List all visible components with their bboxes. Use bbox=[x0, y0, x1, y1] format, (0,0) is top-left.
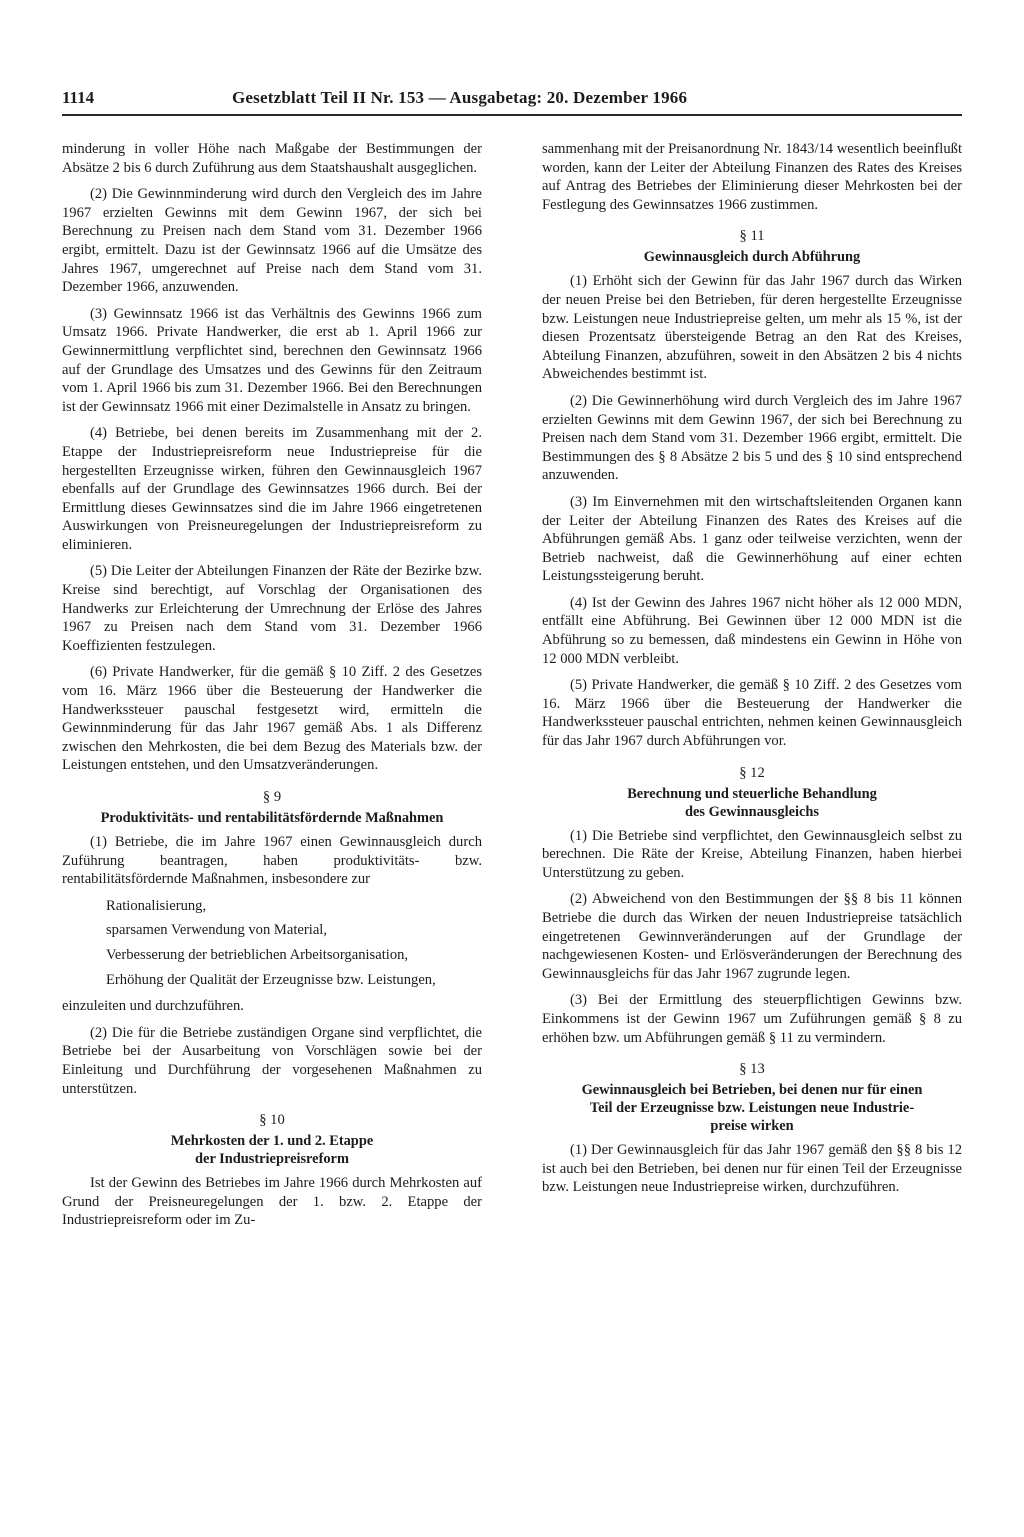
paragraph: (1) Betriebe, die im Jahre 1967 einen Gewinnausgleich durch Zuführung beantragen, haben produktivitäts- bzw. rentabilitätsfördernde Maßnahmen, insbesondere zur bbox=[62, 834, 482, 888]
paragraph: Ist der Gewinn des Betriebes im Jahre 1966 durch Mehrkosten auf Grund der Preisneuregelungen der 1. bzw. 2. Etappe der Industriepreisreform oder im Zu- bbox=[62, 1175, 482, 1229]
section-heading-line: der Industriepreisreform bbox=[195, 1151, 349, 1168]
paragraph: (5) Private Handwerker, die gemäß § 10 Ziff. 2 des Gesetzes vom 16. März 1966 über die Besteuerung der Handwerker die Handwerkssteuer pauschal entrichten, nehmen keinen Gewinnausgleich für das Jahr 1967 durch Abführungen vor. bbox=[542, 677, 962, 750]
paragraph: sammenhang mit der Preisanordnung Nr. 1843/14 wesentlich beeinflußt worden, kann der Leiter der Abteilung Finanzen des Rates des Kreises auf Antrag des Betriebes der Eliminierung dieser Mehrkosten bei der Festlegung des Gewinnsatzes 1966 zustimmen. bbox=[542, 141, 962, 213]
measure-list bbox=[106, 897, 482, 989]
list-item: Erhöhung der Qualität der Erzeugnisse bzw. Leistungen, bbox=[106, 971, 436, 988]
section-number: § 10 bbox=[259, 1112, 285, 1129]
section-heading-line: preise wirken bbox=[710, 1118, 794, 1135]
page-number: 1114 bbox=[62, 88, 95, 107]
list-item: Verbesserung der betrieblichen Arbeitsorganisation, bbox=[106, 946, 409, 963]
section-heading bbox=[542, 1081, 962, 1135]
paragraph: (6) Private Handwerker, für die gemäß § 10 Ziff. 2 des Gesetzes vom 16. März 1966 über die Besteuerung der Handwerker die Handwerkssteuer pauschal festgesetzt wird, ermitteln die Gewinnminderung für das Jahr 1967 gemäß Abs. 1 als Differenz zwischen den Mehrkosten, die bei dem Bezug des Materials bzw. der Leistungen entstehen, und den Umsatzveränderungen. bbox=[62, 664, 482, 774]
section-heading bbox=[542, 785, 962, 821]
page-header bbox=[62, 88, 962, 116]
section-number: § 9 bbox=[262, 789, 282, 805]
right-column bbox=[542, 140, 962, 1238]
paragraph: minderung in voller Höhe nach Maßgabe der Bestimmungen der Absätze 2 bis 6 durch Zuführung aus dem Staatshaushalt ausgeglichen. bbox=[62, 141, 482, 176]
paragraph: (3) Gewinnsatz 1966 ist das Verhältnis des Gewinns 1966 zum Umsatz 1966. Private Handwerker, die erst ab 1. April 1966 zur Gewinnermittlung verpflichtet sind, berechnen den Gewinnsatz 1966 auf der Grundlage des Umsatzes und des Gewinns für den Zeitraum vom 1. April 1966 bis zum 31. Dezember 1966. Bei den Berechnungen ist der Gewinnsatz 1966 mit einer Dezimalstelle in Ansatz zu bringen. bbox=[62, 305, 482, 415]
section-heading-line: Teil der Erzeugnisse bzw. Leistungen neue Industrie- bbox=[589, 1100, 915, 1117]
section-heading: Produktivitäts- und rentabilitätsfördernde Maßnahmen bbox=[100, 810, 444, 826]
paragraph: (2) Die Gewinnminderung wird durch den Vergleich des im Jahre 1967 erzielten Gewinns mit dem Gewinn 1967, der sich bei Berechnung zu Preisen nach dem Stand vom 31. Dezember 1966 ergibt, ermittelt. Dazu ist der Gewinnsatz 1966 auf die Umsätze des Jahres 1967, umgerechnet auf Preise nach dem Stand vom 31. Dezember 1966, anzuwenden. bbox=[62, 186, 482, 296]
paragraph: (4) Betriebe, bei denen bereits im Zusammenhang mit der 2. Etappe der Industriepreisreform neue Industriepreise für die hergestellten Erzeugnisse wirken, führen den Gewinnausgleich 1967 ebenfalls auf der Grundlage des Gewinnsatzes 1966 durch. Bei der Ermittlung dieses Gewinnsatzes sind die im Jahre 1966 eingetretenen Auswirkungen von Preisneuregelungen der Industriepreisreform zu eliminieren. bbox=[62, 425, 482, 553]
paragraph: (1) Die Betriebe sind verpflichtet, den Gewinnausgleich selbst zu berechnen. Die Räte der Kreise, Abteilung Finanzen, haben hierbei Unterstützung zu geben. bbox=[542, 827, 962, 881]
section-number: § 13 bbox=[739, 1061, 765, 1078]
section-heading bbox=[62, 1132, 482, 1168]
list-item: Rationalisierung, bbox=[106, 897, 207, 914]
section-heading: Gewinnausgleich durch Abführung bbox=[643, 249, 861, 266]
paragraph: (4) Ist der Gewinn des Jahres 1967 nicht höher als 12 000 MDN, entfällt eine Abführung. Bei Gewinnen über 12 000 MDN ist die Abführung so zu bemessen, daß mindestens ein Gewinn in Höhe von 12 000 MDN verbleibt. bbox=[542, 594, 962, 667]
paragraph: (3) Im Einvernehmen mit den wirtschaftsleitenden Organen kann der Leiter der Abteilung Finanzen des Rates des Kreises auf die Abführungen gemäß Abs. 1 ganz oder teilweise verzichten, wenn der Betrieb nachweist, daß die Gewinnerhöhung auf einer echten Leistungssteigerung beruht. bbox=[542, 493, 962, 585]
paragraph: (2) Die Gewinnerhöhung wird durch Vergleich des im Jahre 1967 erzielten Gewinns mit dem Gewinn 1967, der sich bei Berechnung zu Preisen nach dem Stand vom 31. Dezember 1966 ergibt, ermittelt. Die Bestimmungen des § 8 Absätze 2 bis 5 und des § 10 sind entsprechend anzuwenden. bbox=[542, 392, 962, 484]
paragraph: (5) Die Leiter der Abteilungen Finanzen der Räte der Bezirke bzw. Kreise sind berechtigt, auf Vorschlag der Organisationen des Handwerks zur Erleichterung der Umrechnung der Erlöse des Jahres 1967 zu Preisen nach dem Stand vom 31. Dezember 1966 Koeffizienten festzulegen. bbox=[62, 563, 482, 654]
paragraph: (3) Bei der Ermittlung des steuerpflichtigen Gewinns bzw. Einkommens ist der Gewinn 1967 um Zuführungen gemäß § 8 zu erhöhen bzw. um Abführungen gemäß § 11 zu vermindern. bbox=[542, 992, 962, 1046]
paragraph: (2) Die für die Betriebe zuständigen Organe sind verpflichtet, die Betriebe bei der Ausarbeitung von Vorschlägen sowie bei der Einleitung und Durchführung der vorgesehenen Maßnahmen zu unterstützen. bbox=[62, 1024, 482, 1097]
paragraph: (1) Erhöht sich der Gewinn für das Jahr 1967 durch das Wirken der neuen Preise bei den Betrieben, für deren hergestellte Erzeugnisse bzw. Leistungen neue Industriepreise gelten, um mehr als 15 %, ist der diesen Prozentsatz übersteigende Betrag an den Rat des Kreises, Abteilung Finanzen, abzuführen, soweit in den Absätzen 2 bis 4 nichts Abweichendes bestimmt ist. bbox=[542, 273, 962, 383]
section-heading-line: Mehrkosten der 1. und 2. Etappe bbox=[170, 1133, 374, 1150]
section-number: § 12 bbox=[739, 764, 765, 781]
section-number: § 11 bbox=[739, 228, 765, 245]
left-column bbox=[62, 140, 482, 1238]
list-item: sparsamen Verwendung von Material, bbox=[106, 922, 328, 939]
section-heading-line: Gewinnausgleich bei Betrieben, bei denen nur für einen bbox=[581, 1082, 923, 1099]
section-heading-line: Berechnung und steuerliche Behandlung bbox=[627, 785, 877, 802]
section-heading-line: des Gewinnausgleichs bbox=[685, 803, 819, 820]
paragraph: einzuleiten und durchzuführen. bbox=[62, 998, 244, 1015]
paragraph: (2) Abweichend von den Bestimmungen der §§ 8 bis 11 können Betriebe die durch das Wirken der neuen Industriepreise tatsächlich eingetretenen Gewinnveränderungen auf der Grundlage der nachgewiesenen Kosten- und Erlösveränderungen der Berechnung des Gewinnausgleichs für das Jahr 1967 zugrunde legen. bbox=[542, 891, 962, 982]
running-title: Gesetzblatt Teil II Nr. 153 — Ausgabetag: 20. Dezember 1966 bbox=[232, 88, 688, 107]
text-columns bbox=[62, 140, 962, 1238]
paragraph: (1) Der Gewinnausgleich für das Jahr 1967 gemäß den §§ 8 bis 12 ist auch bei den Betrieben, bei denen nur für einen Teil der Erzeugnisse bzw. Leistungen neue Industriepreise wirken, durchzuführen. bbox=[542, 1142, 962, 1196]
